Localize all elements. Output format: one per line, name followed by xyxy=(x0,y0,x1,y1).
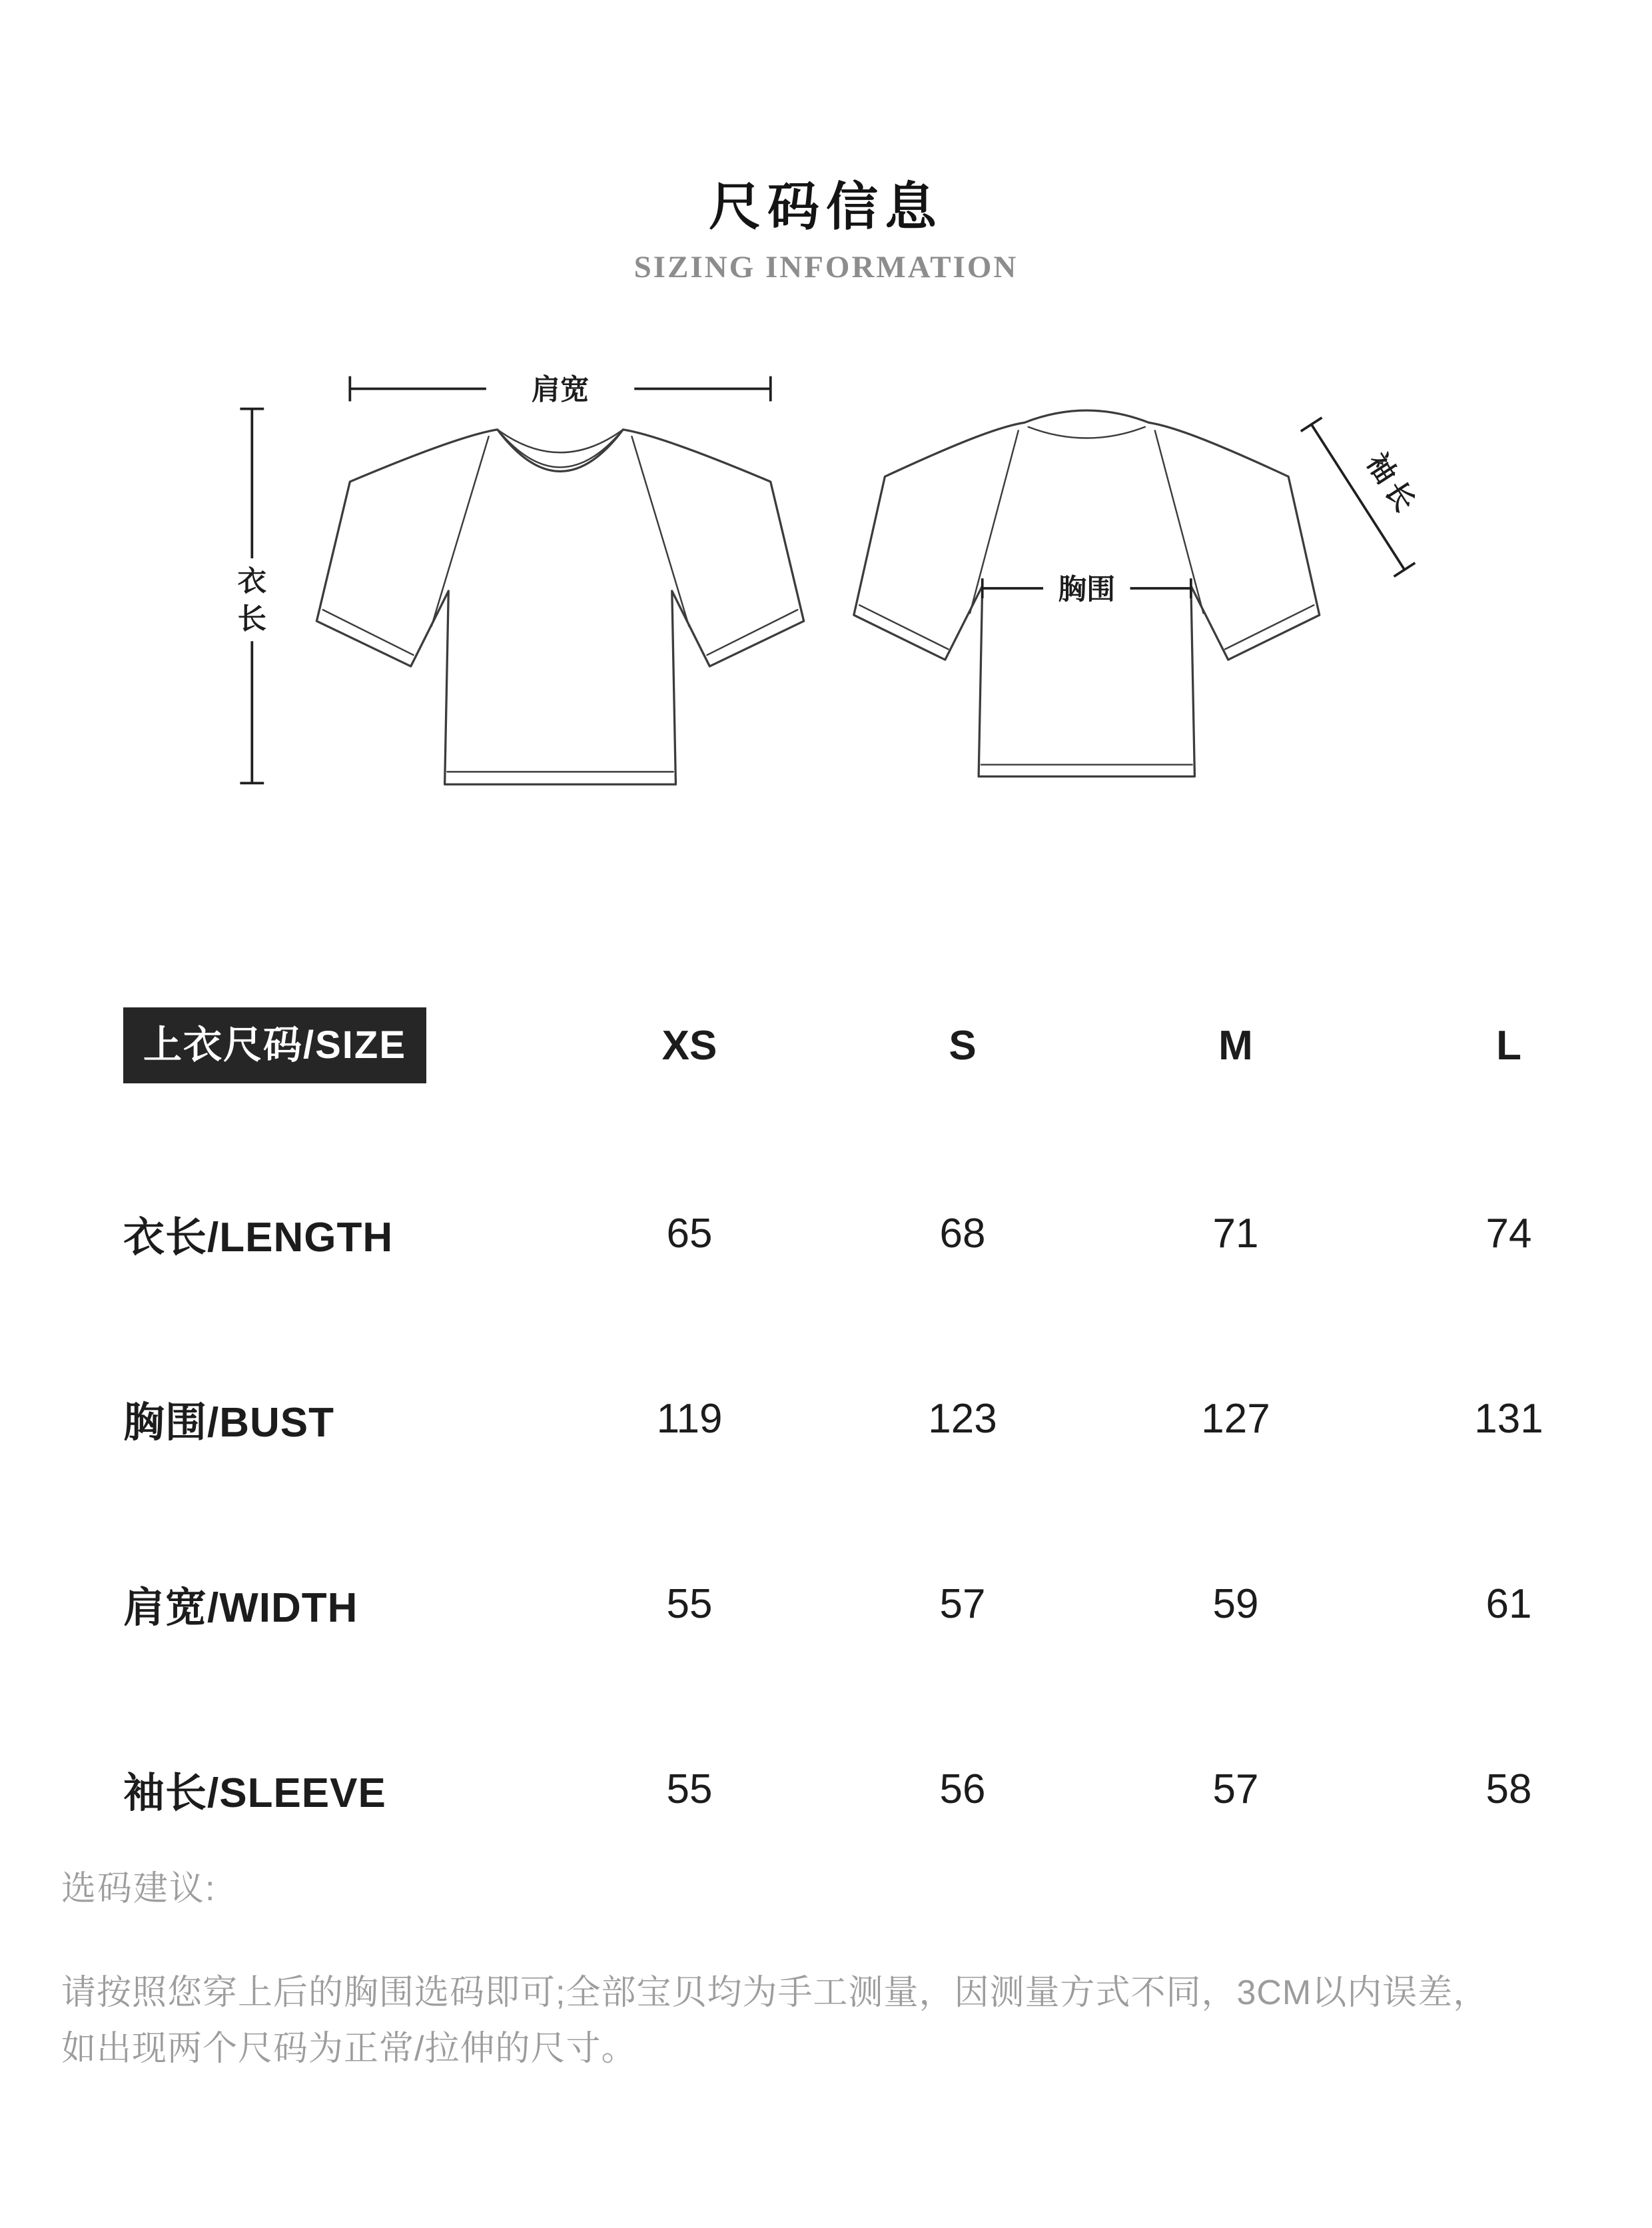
length-value-xs: 65 xyxy=(666,1210,713,1257)
sleeve-value-l: 58 xyxy=(1485,1766,1532,1812)
width-value-l: 61 xyxy=(1485,1580,1532,1627)
shoulder-width-annotation xyxy=(350,374,770,406)
sleeve-length-annotation xyxy=(1300,418,1423,577)
size-table-title-cell xyxy=(0,1007,553,1083)
row-label-bust: 胸围/BUST xyxy=(123,1399,335,1446)
bust-value-l: 131 xyxy=(1474,1395,1543,1442)
measurement-diagrams xyxy=(0,370,1652,822)
width-value-xs: 55 xyxy=(666,1580,713,1627)
sleeve-value-s: 56 xyxy=(939,1766,986,1812)
bust-value-xs: 119 xyxy=(656,1395,723,1442)
length-label-char-2: 长 xyxy=(237,603,266,636)
advice-title: 选码建议: xyxy=(61,1870,216,1908)
size-col-m: M xyxy=(1218,1022,1253,1069)
width-value-s: 57 xyxy=(939,1580,986,1627)
tshirt-back-diagram-icon xyxy=(838,370,1441,817)
page-title: 尺码信息 xyxy=(708,177,943,236)
bust-value-m: 127 xyxy=(1201,1395,1270,1442)
row-label-length: 衣长/LENGTH xyxy=(123,1214,394,1261)
table-row-width xyxy=(0,1564,1652,1644)
page-subtitle: SIZING INFORMATION xyxy=(633,250,1019,284)
table-row-bust xyxy=(0,1379,1652,1458)
length-value-m: 71 xyxy=(1212,1210,1259,1257)
size-col-l: L xyxy=(1496,1022,1521,1069)
length-label-char-1: 衣 xyxy=(237,565,266,598)
page-header xyxy=(0,165,1652,285)
advice-body: 请按照您穿上后的胸围选码即可;全部宝贝均为手工测量，因测量方式不同，3CM以内误差，如出现两个尺码为正常/拉伸的尺寸。 xyxy=(61,1973,1489,2069)
size-advice-section xyxy=(61,1860,1593,2077)
bust-value-s: 123 xyxy=(928,1395,997,1442)
table-row-sleeve xyxy=(0,1749,1652,1829)
table-row-length xyxy=(0,1193,1652,1273)
length-value-s: 68 xyxy=(939,1210,986,1257)
bust-label: 胸围 xyxy=(1057,573,1115,606)
width-value-m: 59 xyxy=(1212,1580,1259,1627)
row-label-sleeve: 袖长/SLEEVE xyxy=(123,1770,386,1816)
sleeve-value-m: 57 xyxy=(1212,1766,1259,1812)
sleeve-length-label: 袖长 xyxy=(1360,447,1424,522)
row-label-width: 肩宽/WIDTH xyxy=(123,1584,358,1631)
sleeve-value-xs: 55 xyxy=(666,1766,713,1812)
tshirt-front-outline xyxy=(316,430,803,784)
shoulder-width-label: 肩宽 xyxy=(531,374,589,406)
garment-length-annotation xyxy=(237,409,266,784)
size-table-title-badge: 上衣尺码/SIZE xyxy=(123,1007,426,1083)
tshirt-front-diagram-icon xyxy=(212,370,811,822)
size-col-s: S xyxy=(949,1022,977,1069)
size-table xyxy=(0,1007,1652,1934)
size-table-header-row xyxy=(0,1007,1652,1083)
length-value-l: 74 xyxy=(1485,1210,1532,1257)
size-col-xs: XS xyxy=(661,1022,717,1069)
